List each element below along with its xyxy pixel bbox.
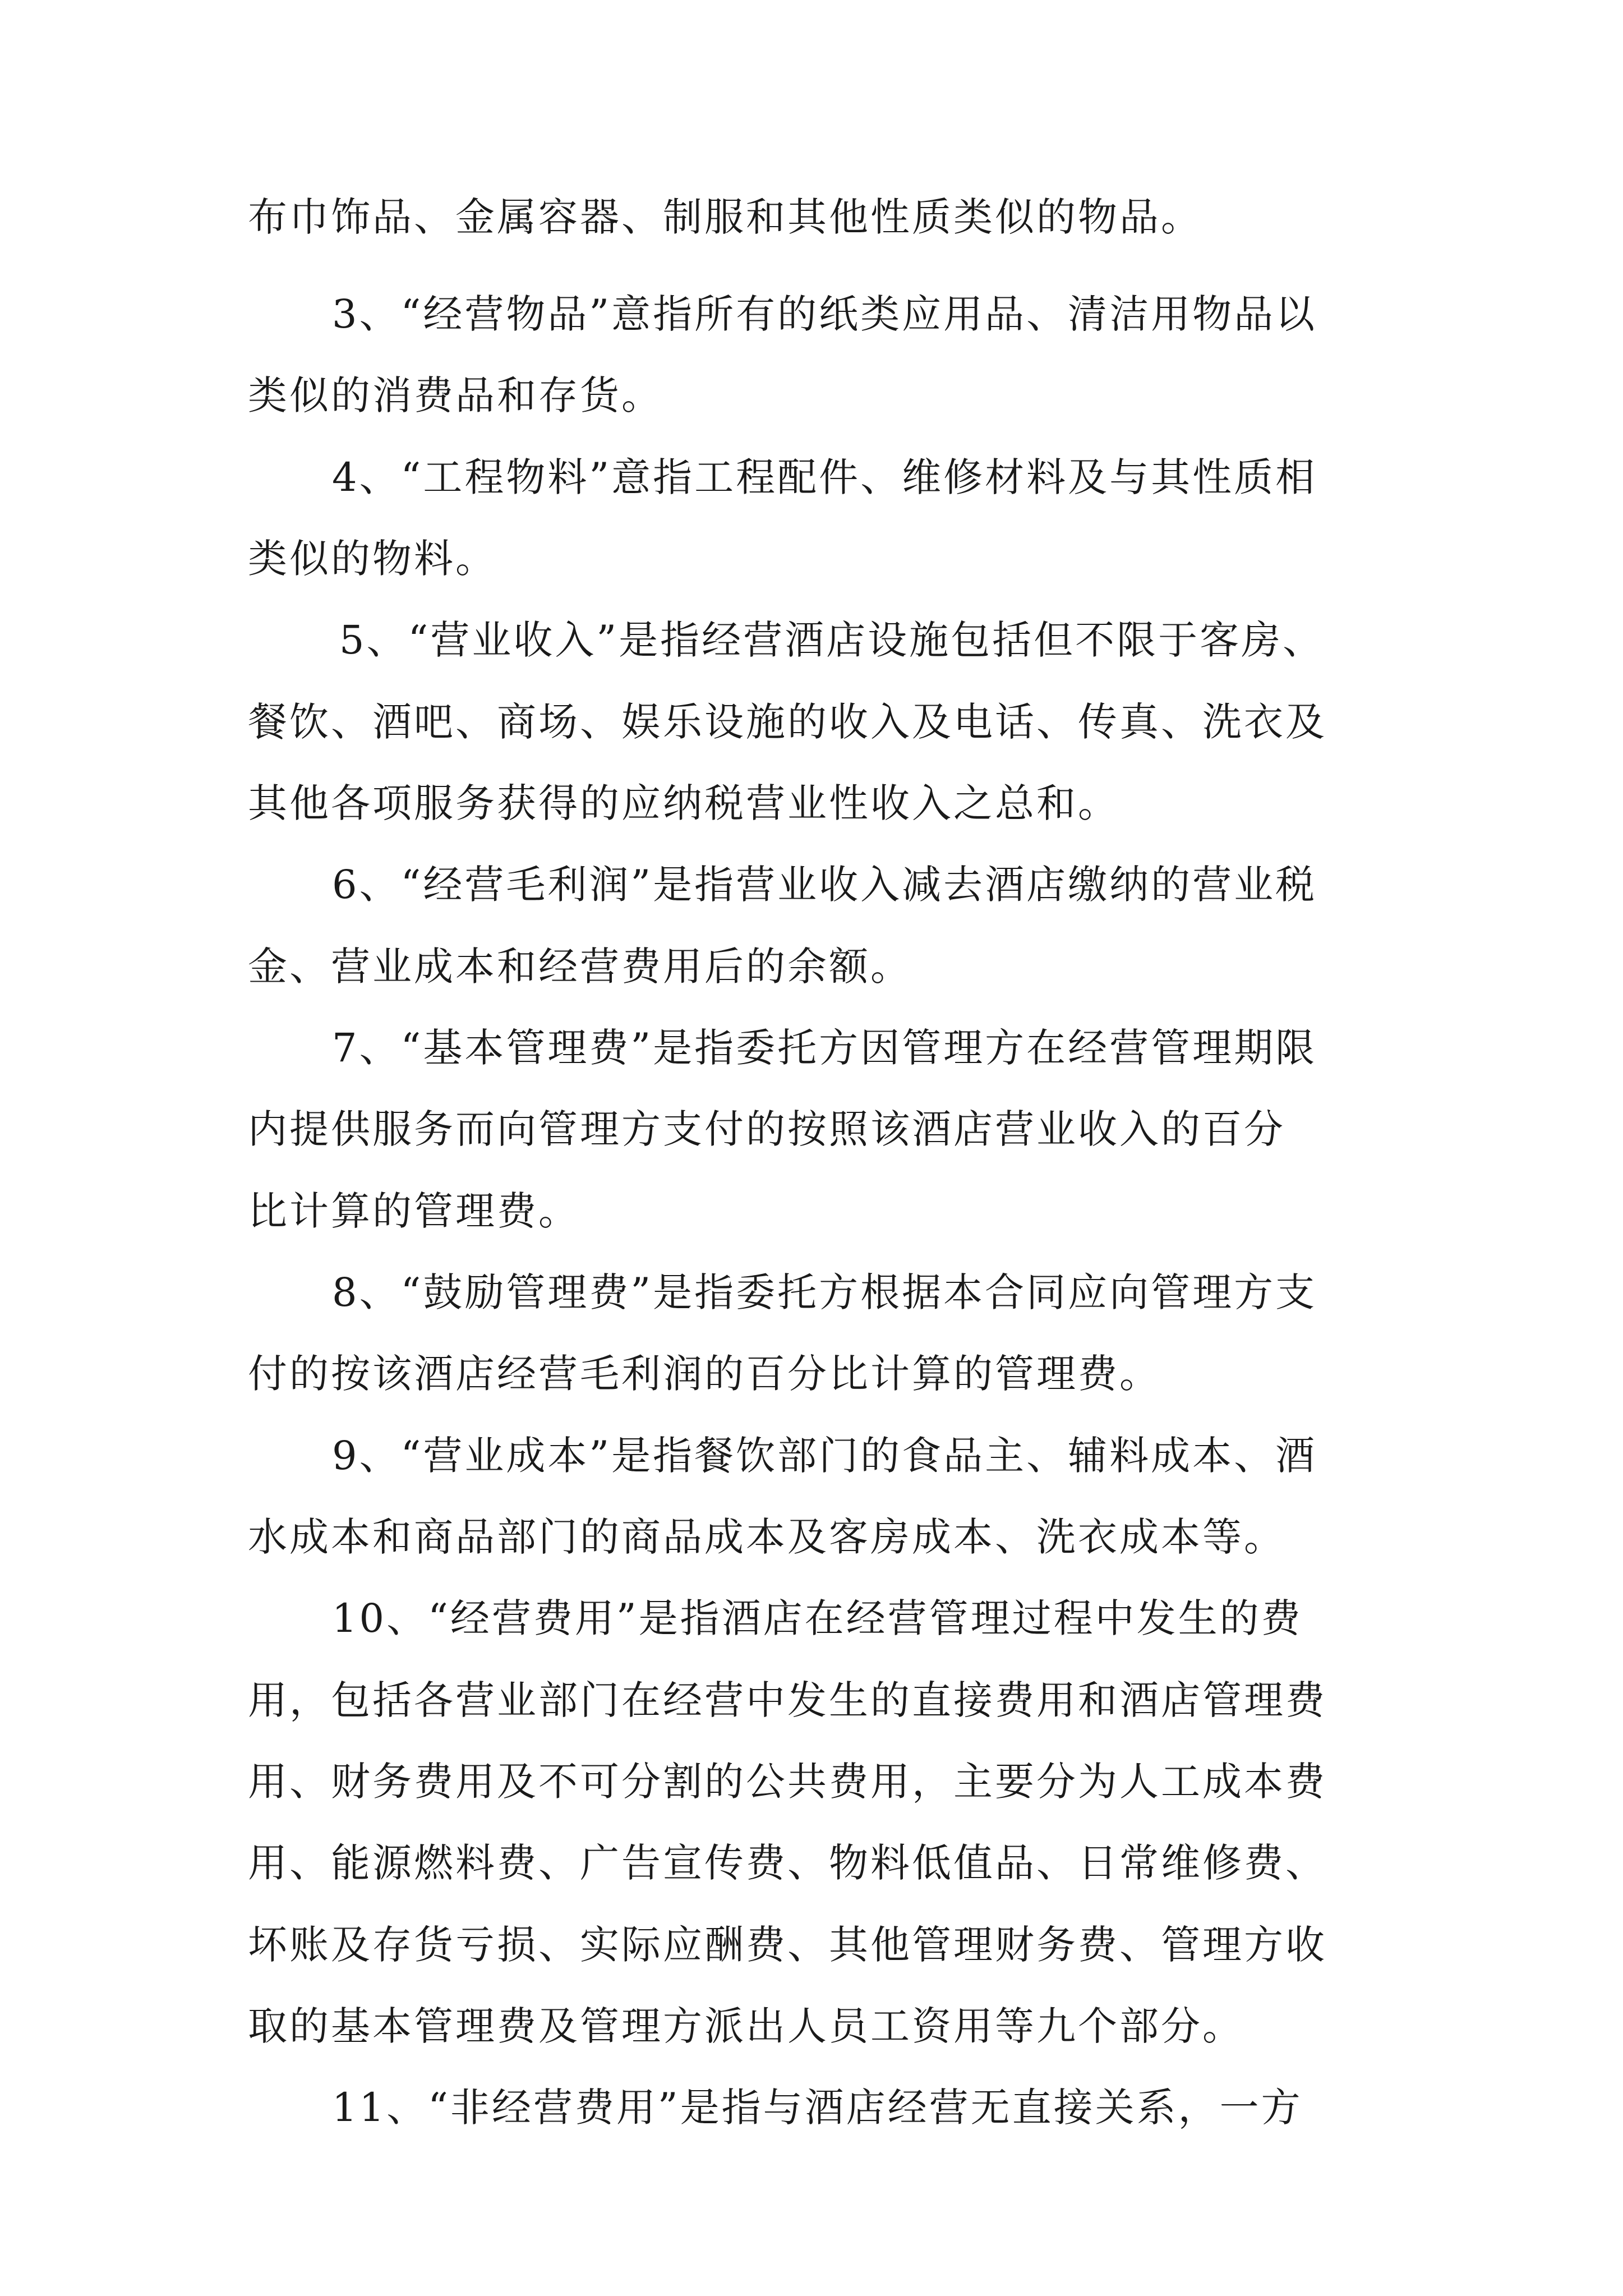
text-line: 内提供服务而向管理方支付的按照该酒店营业收入的百分 [248, 1106, 1285, 1152]
text-line: 5、“营业收入”是指经营酒店设施包括但不限于客房、 [339, 617, 1325, 663]
text-line: 3、“经营物品”意指所有的纸类应用品、清洁用物品以 [332, 291, 1317, 337]
text-line: 布巾饰品、金属容器、制服和其他性质类似的物品。 [248, 194, 1202, 240]
text-line: 餐饮、酒吧、商场、娱乐设施的收入及电话、传真、洗衣及 [248, 699, 1327, 745]
text-line: 7、“基本管理费”是指委托方因管理方在经营管理期限 [332, 1025, 1317, 1071]
text-line: 9、“营业成本”是指餐饮部门的食品主、辅料成本、酒 [332, 1433, 1317, 1479]
text-line: 11、“非经营费用”是指与酒店经营无直接关系，一方 [332, 2085, 1303, 2131]
text-line: 比计算的管理费。 [248, 1188, 580, 1234]
text-line: 用、能源燃料费、广告宣传费、物料低值品、日常维修费、 [248, 1840, 1327, 1886]
text-line: 用、财务费用及不可分割的公共费用，主要分为人工成本费 [248, 1759, 1327, 1805]
text-line: 水成本和商品部门的商品成本及客房成本、洗衣成本等。 [248, 1514, 1285, 1560]
text-line: 用，包括各营业部门在经营中发生的直接费用和酒店管理费 [248, 1677, 1327, 1723]
text-line: 8、“鼓励管理费”是指委托方根据本合同应向管理方支 [332, 1269, 1317, 1315]
text-line: 付的按该酒店经营毛利润的百分比计算的管理费。 [248, 1351, 1161, 1397]
text-line: 6、“经营毛利润”是指营业收入减去酒店缴纳的营业税 [332, 862, 1317, 908]
text-line: 类似的消费品和存货。 [248, 372, 663, 418]
text-line: 类似的物料。 [248, 536, 497, 582]
text-line: 金、营业成本和经营费用后的余额。 [248, 944, 912, 990]
text-line: 取的基本管理费及管理方派出人员工资用等九个部分。 [248, 2003, 1244, 2049]
text-line: 4、“工程物料”意指工程配件、维修材料及与其性质相 [332, 454, 1317, 500]
text-line: 10、“经营费用”是指酒店在经营管理过程中发生的费 [332, 1595, 1303, 1641]
text-line: 坏账及存货亏损、实际应酬费、其他管理财务费、管理方收 [248, 1922, 1327, 1968]
text-line: 其他各项服务获得的应纳税营业性收入之总和。 [248, 780, 1119, 826]
